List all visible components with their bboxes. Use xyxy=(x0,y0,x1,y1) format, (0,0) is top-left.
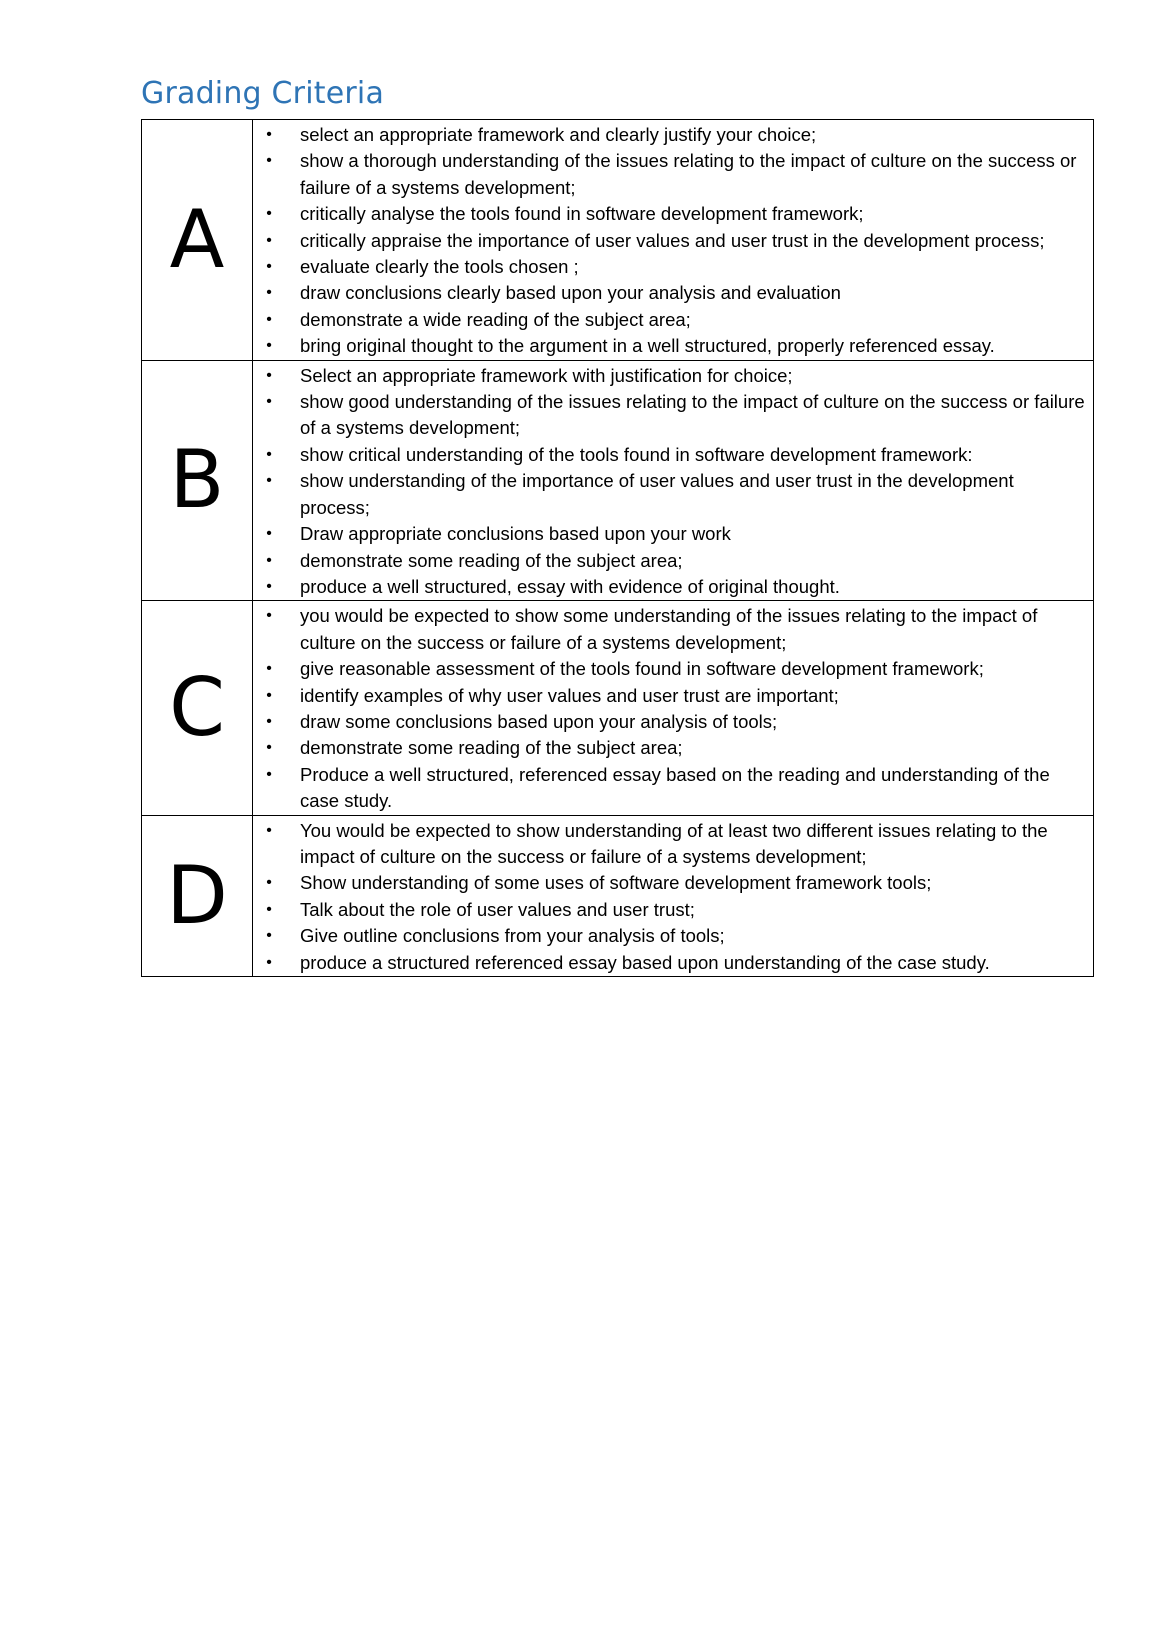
criterion-item xyxy=(253,468,1085,521)
bullet-icon: • xyxy=(266,393,272,411)
grade-row-d xyxy=(142,815,1094,976)
criterion-text: critically analyse the tools found in software development framework; xyxy=(300,203,864,225)
criterion-item xyxy=(253,950,1085,976)
criterion-item xyxy=(253,683,1085,709)
bullet-icon: • xyxy=(266,258,272,276)
criterion-text: show good understanding of the issues relating to the impact of culture on the success or failure of a systems development; xyxy=(300,391,1085,439)
criterion-item xyxy=(253,389,1085,442)
criterion-text: Show understanding of some uses of software development framework tools; xyxy=(300,872,932,894)
criterion-text: demonstrate a wide reading of the subject area; xyxy=(300,308,691,330)
criterion-item xyxy=(253,254,1085,280)
bullet-icon: • xyxy=(266,765,272,783)
bullet-icon: • xyxy=(266,366,272,384)
criterion-text: Talk about the role of user values and user trust; xyxy=(300,898,695,920)
grade-letter-cell xyxy=(142,360,253,601)
criterion-item xyxy=(253,148,1085,201)
criteria-cell xyxy=(253,120,1094,361)
grade-row-b xyxy=(142,360,1094,601)
bullet-icon: • xyxy=(266,337,272,355)
bullet-icon: • xyxy=(266,712,272,730)
bullet-icon: • xyxy=(266,472,272,490)
criterion-text: produce a well structured, essay with evidence of original thought. xyxy=(300,575,840,597)
criterion-item xyxy=(253,762,1085,815)
criterion-item xyxy=(253,363,1085,389)
criterion-text: evaluate clearly the tools chosen ; xyxy=(300,256,579,278)
criterion-item xyxy=(253,870,1085,896)
bullet-icon: • xyxy=(266,551,272,569)
criterion-item xyxy=(253,735,1085,761)
criterion-item xyxy=(253,574,1085,600)
criterion-item xyxy=(253,333,1085,359)
criterion-item xyxy=(253,548,1085,574)
criterion-text: critically appraise the importance of user values and user trust in the development process; xyxy=(300,229,1045,251)
bullet-icon: • xyxy=(266,310,272,328)
criterion-item xyxy=(253,280,1085,306)
criterion-text: you would be expected to show some understanding of the issues relating to the impact of culture on the success or failure of a systems development; xyxy=(300,605,1038,653)
grading-criteria-table xyxy=(141,119,1094,977)
bullet-icon: • xyxy=(266,739,272,757)
bullet-icon: • xyxy=(266,525,272,543)
bullet-icon: • xyxy=(266,284,272,302)
bullet-icon: • xyxy=(266,445,272,463)
criteria-list xyxy=(253,361,1093,601)
criterion-item xyxy=(253,603,1085,656)
criterion-text: Draw appropriate conclusions based upon your work xyxy=(300,523,731,545)
criterion-text: show a thorough understanding of the issues relating to the impact of culture on the success or failure of a systems development; xyxy=(300,150,1077,198)
criterion-text: draw conclusions clearly based upon your analysis and evaluation xyxy=(300,282,841,304)
criterion-text: Give outline conclusions from your analysis of tools; xyxy=(300,925,725,947)
criterion-item xyxy=(253,228,1085,254)
bullet-icon: • xyxy=(266,953,272,971)
grade-letter-cell xyxy=(142,815,253,976)
criterion-text: Select an appropriate framework with justification for choice; xyxy=(300,364,793,386)
criterion-text: identify examples of why user values and user trust are important; xyxy=(300,684,839,706)
bullet-icon: • xyxy=(266,126,272,143)
bullet-icon: • xyxy=(266,874,272,892)
grade-letter: A xyxy=(169,192,225,286)
criterion-item xyxy=(253,897,1085,923)
bullet-icon: • xyxy=(266,205,272,223)
criterion-item xyxy=(253,442,1085,468)
criterion-item xyxy=(253,709,1085,735)
criterion-text: demonstrate some reading of the subject area; xyxy=(300,549,683,571)
grade-letter: D xyxy=(166,848,228,942)
page-title: Grading Criteria xyxy=(141,76,385,111)
criterion-text: You would be expected to show understanding of at least two different issues relating to the impact of culture on the success or failure of a systems development; xyxy=(300,819,1048,867)
criterion-item xyxy=(253,923,1085,949)
criterion-item xyxy=(253,122,1085,148)
criteria-cell xyxy=(253,360,1094,601)
criterion-text: give reasonable assessment of the tools found in software development framework; xyxy=(300,658,984,680)
grade-row-a xyxy=(142,120,1094,361)
grade-letter: C xyxy=(169,660,225,754)
criterion-text: show critical understanding of the tools found in software development framework: xyxy=(300,443,973,465)
criterion-text: produce a structured referenced essay based upon understanding of the case study. xyxy=(300,951,990,973)
criteria-list xyxy=(253,816,1093,976)
criterion-item xyxy=(253,656,1085,682)
bullet-icon: • xyxy=(266,686,272,704)
grade-letter-cell xyxy=(142,601,253,815)
criterion-item xyxy=(253,201,1085,227)
criteria-cell xyxy=(253,601,1094,815)
bullet-icon: • xyxy=(266,900,272,918)
bullet-icon: • xyxy=(266,577,272,595)
criteria-list xyxy=(253,601,1093,814)
criterion-item xyxy=(253,818,1085,871)
criterion-item xyxy=(253,521,1085,547)
criterion-item xyxy=(253,307,1085,333)
criterion-text: select an appropriate framework and clearly justify your choice; xyxy=(300,124,817,145)
bullet-icon: • xyxy=(266,607,272,625)
criteria-cell xyxy=(253,815,1094,976)
bullet-icon: • xyxy=(266,231,272,249)
bullet-icon: • xyxy=(266,152,272,170)
grade-letter-cell xyxy=(142,120,253,361)
criteria-list xyxy=(253,120,1093,360)
criterion-text: Produce a well structured, referenced essay based on the reading and understanding of the case study. xyxy=(300,763,1050,812)
grade-letter: B xyxy=(169,433,225,527)
bullet-icon: • xyxy=(266,660,272,678)
bullet-icon: • xyxy=(266,821,272,839)
criterion-text: draw some conclusions based upon your analysis of tools; xyxy=(300,710,778,732)
grade-row-c xyxy=(142,601,1094,815)
criterion-text: show understanding of the importance of user values and user trust in the development process; xyxy=(300,470,1014,518)
criterion-text: demonstrate some reading of the subject area; xyxy=(300,737,683,759)
criterion-text: bring original thought to the argument in a well structured, properly referenced essay. xyxy=(300,335,995,357)
bullet-icon: • xyxy=(266,927,272,945)
